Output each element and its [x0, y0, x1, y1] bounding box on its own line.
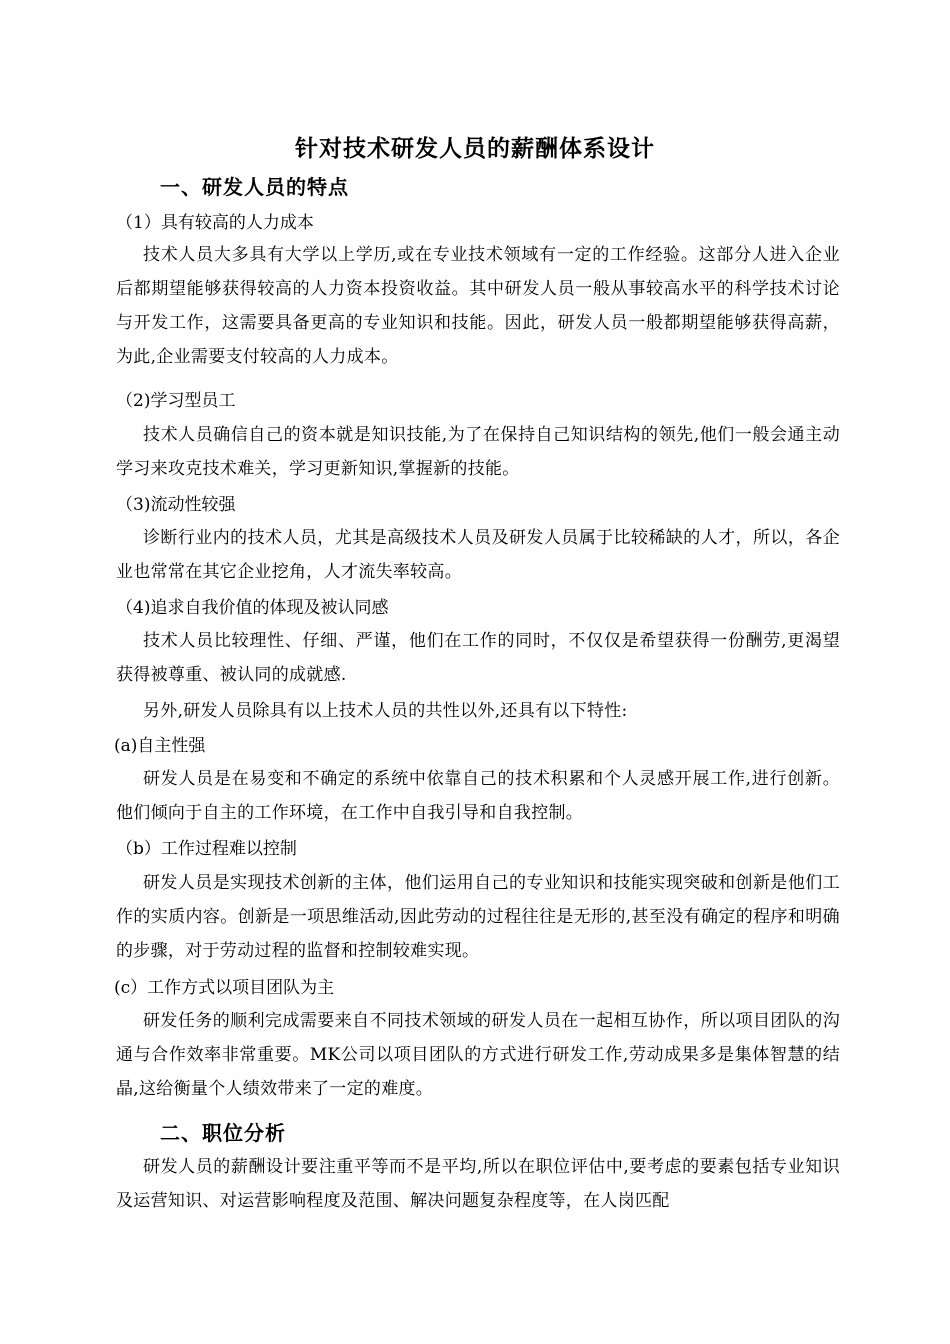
section-heading-characteristics: 一、研发人员的特点 — [160, 175, 349, 199]
paragraph-job-analysis: 研发人员的薪酬设计要注重平等而不是平均,所以在职位评估中,要考虑的要素包括专业知识及运营知识、对运营影响程度及范围、解决问题复杂程度等，在人岗匹配 — [116, 1157, 840, 1211]
paragraph-learning: 技术人员确信自己的资本就是知识技能,为了在保持自己知识结构的领先,他们一般会通主动学习来攻克技术难关，学习更新知识,掌握新的技能。 — [116, 425, 840, 479]
paragraph-process-control: 研发人员是实现技术创新的主体，他们运用自己的专业知识和技能实现突破和创新是他们工作的实质内容。创新是一项思维活动,因此劳动的过程往往是无形的,甚至没有确定的程序和明确的步骤，对于劳动过程的监督和控制较难实现。 — [116, 873, 840, 961]
trait-label-process-control: （b）工作过程难以控制 — [116, 839, 297, 859]
trait-label-team-work: (c）工作方式以项目团队为主 — [114, 978, 335, 998]
paragraph-mobility: 诊断行业内的技术人员，尤其是高级技术人员及研发人员属于比较稀缺的人才，所以，各企业也常常在其它企业挖角，人才流失率较高。 — [116, 528, 840, 582]
document-title: 针对技术研发人员的薪酬体系设计 — [295, 136, 655, 162]
paragraph-extra-traits: 另外,研发人员除具有以上技术人员的共性以外,还具有以下特性: — [143, 701, 628, 721]
paragraph-high-cost: 技术人员大多具有大学以上学历,或在专业技术领域有一定的工作经验。这部分人进入企业后都期望能够获得较高的人力资本投资收益。其中研发人员一般从事较高水平的科学技术讨论与开发工作，这需要具备更高的专业知识和技能。因此，研发人员一般都期望能够获得高薪，为此,企业需要支付较高的人力成本。 — [116, 245, 840, 367]
paragraph-team-work: 研发任务的顺利完成需要来自不同技术领域的研发人员在一起相互协作，所以项目团队的沟通与合作效率非常重要。MK公司以项目团队的方式进行研发工作,劳动成果多是集体智慧的结晶,这给衡量个人绩效带来了一定的难度。 — [116, 1011, 840, 1099]
paragraph-self-value: 技术人员比较理性、仔细、严谨，他们在工作的同时，不仅仅是希望获得一份酬劳,更渴望获得被尊重、被认同的成就感. — [116, 631, 840, 685]
subsection-label-self-value: （4)追求自我价值的体现及被认同感 — [116, 598, 389, 618]
trait-label-autonomy: (a)自主性强 — [114, 736, 206, 756]
subsection-label-mobility: （3)流动性较强 — [116, 495, 236, 515]
subsection-label-high-cost: （1）具有较高的人力成本 — [116, 213, 314, 233]
section-heading-job-analysis: 二、职位分析 — [160, 1121, 286, 1145]
subsection-label-learning: （2)学习型员工 — [116, 391, 236, 411]
paragraph-autonomy: 研发人员是在易变和不确定的系统中依靠自己的技术积累和个人灵感开展工作,进行创新。他们倾向于自主的工作环境，在工作中自我引导和自我控制。 — [116, 769, 840, 823]
